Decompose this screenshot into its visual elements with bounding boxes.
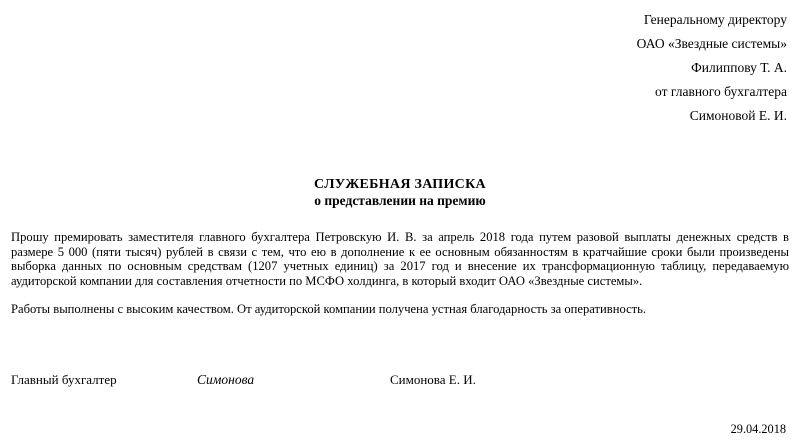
signature-role-label: Главный бухгалтер [11,372,117,387]
body-paragraph-1: Прошу премировать заместителя главного бухгалтера Петровскую И. В. за апрель 2018 года путем разовой выплаты денежных средств в размере 5 000 (пяти тысяч) рублей в связи с тем, что ею в дополнение к ее основным обязанностям в кратчайшие сроки были произведены выборка данных по основным средствам (1207 учетных единиц) за 2017 год и внесение их трансформационную таблицу, передаваемую аудиторской компании для составления отчетности по МСФО холдинга, в который входит ОАО «Звездные системы». [11,230,789,288]
document-body [11,230,789,317]
body-paragraph-2: Работы выполнены с высоким качеством. От аудиторской компании получена устная благодарность за оперативность. [11,302,647,317]
document-subtitle: о представлении на премию [314,193,486,208]
addressee-line-sender-name: Симоновой Е. И. [689,108,787,123]
addressee-line-recipient-title: Генеральному директору [643,12,787,27]
document-title: СЛУЖЕБНАЯ ЗАПИСКА [314,177,486,192]
document-date: 29.04.2018 [730,422,786,436]
addressee-line-sender-title: от главного бухгалтера [655,84,787,99]
addressee-line-organization: ОАО «Звездные системы» [636,36,787,51]
addressee-block [267,8,787,128]
title-block [0,176,800,209]
handwritten-signature: Симонова [197,372,255,387]
addressee-line-recipient-name: Филиппову Т. А. [691,60,787,75]
signature-name-label: Симонова Е. И. [390,372,476,387]
signature-row [11,372,789,390]
